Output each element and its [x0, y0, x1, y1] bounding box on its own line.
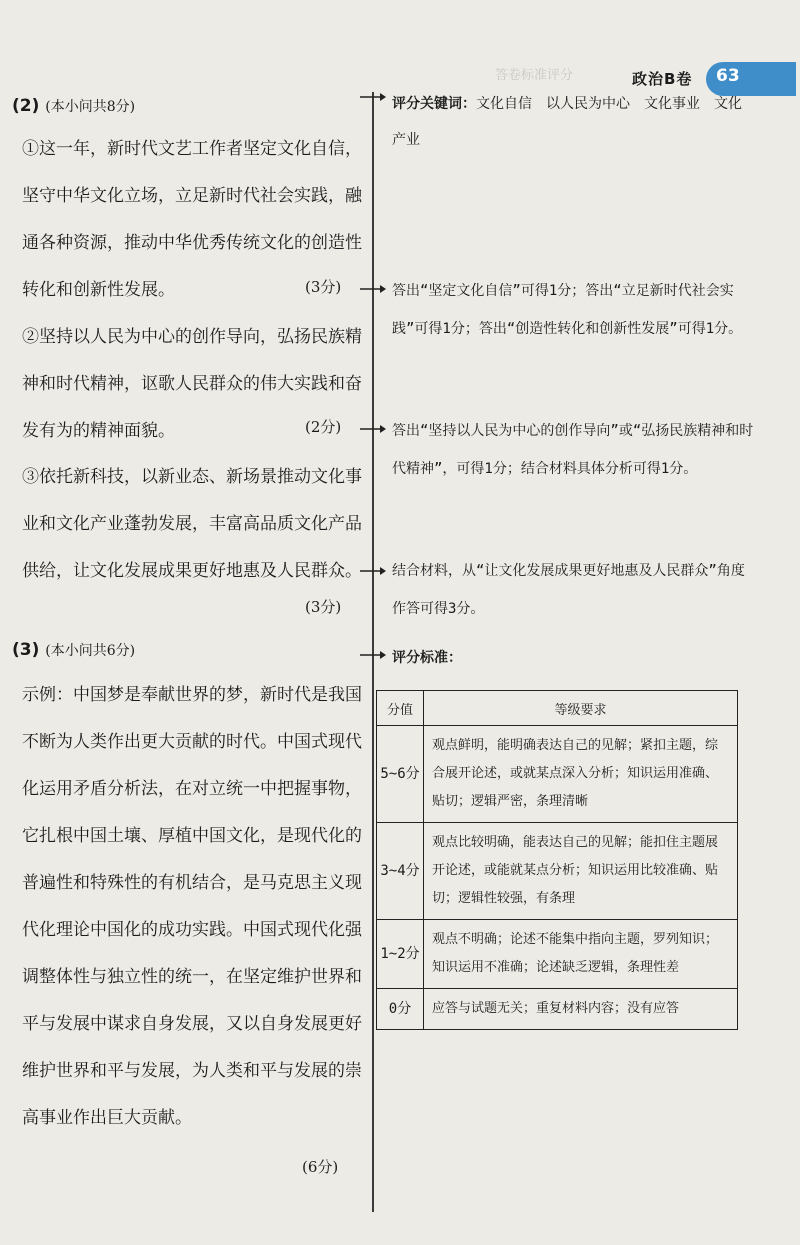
keywords-block	[392, 86, 754, 158]
rubric-requirement: 观点鲜明，能明确表达自己的见解；紧扣主题，综合展开论述，或就某点深入分析；知识运用准确、贴切；逻辑严密，条理清晰	[424, 726, 738, 823]
rubric-table	[376, 690, 738, 1030]
rubric-header-score: 分值	[377, 691, 424, 726]
header-title: 政治B卷	[632, 70, 693, 88]
rubric-label: 评分标准：	[392, 650, 462, 666]
grading-note-3: 结合材料，从“让文化发展成果更好地惠及人民群众”角度作答可得3分。	[392, 563, 745, 617]
rubric-row	[377, 823, 738, 920]
question-3-heading	[12, 640, 135, 660]
rubric-header-requirement: 等级要求	[424, 691, 738, 726]
rubric-requirement: 观点不明确；论述不能集中指向主题，罗列知识；知识运用不准确；论述缺乏逻辑，条理性差	[424, 920, 738, 989]
question-3-note: (本小问共6分)	[45, 643, 136, 659]
rubric-header-row	[377, 691, 738, 726]
answer-point-3: ③依托新科技，以新业态、新场景推动文化事业和文化产业蓬勃发展，丰富高品质文化产品供给，让文化发展成果更好地惠及人民群众。	[22, 467, 362, 581]
question-3-score: (6分)	[302, 1158, 339, 1176]
keywords-text: 文化自信 以人民为中心 文化事业 文化产业	[392, 96, 742, 148]
rubric-requirement: 应答与试题无关；重复材料内容；没有应答	[424, 989, 738, 1030]
grading-note-2: 答出“坚持以人民为中心的创作导向”或“弘扬民族精神和时代精神”，可得1分；结合材料具体分析可得1分。	[392, 423, 754, 477]
rubric-score: 5~6分	[377, 726, 424, 823]
header-ghost-text: 答卷标准评分	[495, 68, 574, 83]
answer-point-1: ①这一年，新时代文艺工作者坚定文化自信，坚守中华文化立场，立足新时代社会实践，融通各种资源，推动中华优秀传统文化的创造性转化和创新性发展。	[22, 139, 362, 300]
arrow-connector-icon	[360, 648, 386, 662]
arrow-connector-icon	[360, 90, 386, 104]
arrow-connector-icon	[360, 282, 386, 296]
answer-point-1-score: (3分)	[305, 278, 342, 296]
rubric-score: 0分	[377, 989, 424, 1030]
rubric-score: 1~2分	[377, 920, 424, 989]
question-3-answer: 示例：中国梦是奉献世界的梦，新时代是我国不断为人类作出更大贡献的时代。中国式现代化运用矛盾分析法，在对立统一中把握事物，它扎根中国土壤、厚植中国文化，是现代化的普遍性和特殊性的有机结合，是马克思主义现代化理论中国化的成功实践。中国式现代化强调整体性与独立性的统一，在坚定维护世界和平与发展中谋求自身发展，又以自身发展更好维护世界和平与发展，为人类和平与发展的崇高事业作出巨大贡献。	[22, 685, 362, 1128]
answer-point-2-score: (2分)	[305, 418, 342, 436]
arrow-connector-icon	[360, 422, 386, 436]
question-2-number: (2)	[12, 96, 40, 116]
answer-point-2: ②坚持以人民为中心的创作导向，弘扬民族精神和时代精神，讴歌人民群众的伟大实践和奋发有为的精神面貌。	[22, 327, 362, 441]
rubric-score: 3~4分	[377, 823, 424, 920]
question-3-number: (3)	[12, 640, 40, 660]
answer-point-3-score: (3分)	[305, 598, 342, 616]
keywords-label: 评分关键词：	[392, 96, 476, 112]
page-number: 63	[716, 66, 740, 86]
question-2-note: (本小问共8分)	[45, 99, 136, 115]
rubric-row	[377, 989, 738, 1030]
grading-note-1: 答出“坚定文化自信”可得1分；答出“立足新时代社会实践”可得1分；答出“创造性转化和创新性发展”可得1分。	[392, 283, 743, 337]
rubric-requirement: 观点比较明确，能表达自己的见解；能扣住主题展开论述，或能就某点分析；知识运用比较准确、贴切；逻辑性较强，有条理	[424, 823, 738, 920]
rubric-row	[377, 726, 738, 823]
rubric-row	[377, 920, 738, 989]
arrow-connector-icon	[360, 564, 386, 578]
question-2-heading	[12, 96, 135, 116]
